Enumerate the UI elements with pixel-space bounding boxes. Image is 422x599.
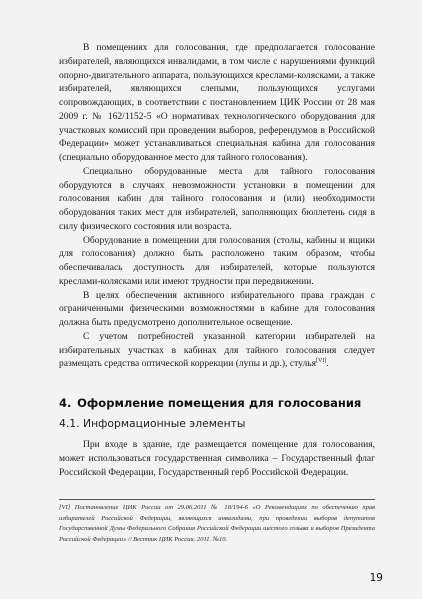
paragraph-lighting: В целях обеспечения активного избирательного права граждан с ограниченными физическими возможностями в кабине для голосования должна быть предусмотрено дополнительное освещение. xyxy=(59,289,375,328)
intro-text xyxy=(59,438,375,480)
section-heading: 4. Оформление помещения для голосования xyxy=(59,396,362,410)
paragraph-optical-aids: С учетом потребностей указанной категории избирателей на избирательных участках в кабинах для тайного голосования следует размещать средства оптической коррекции (лупы и др.), стулья[VI]. xyxy=(59,330,375,370)
paragraph-state-symbols: При входе в здание, где размещается помещение для голосования, может использоваться государственная символика – Государственный флаг Российской Федерации, Государственный герб Российской Федерации. xyxy=(59,439,375,478)
paragraph-special-places: Специально оборудованные места для тайного голосования оборудуются в случаях невозможности установки в помещении для голосования кабин для тайного голосования и (или) необходимости оборудования таких мест для избирателей, заполняющих бюллетень сидя в силу физического состояния или возраста. xyxy=(59,165,375,232)
footnote-reference[interactable]: [VI] xyxy=(315,358,327,365)
footnote: [VI] Постановление ЦИК России от 29.06.2011 № 18/194-6 «О Рекомендациях по обеспечению прав избирателей Российской Федерации, являющихся инвалидами, при проведении выборов депутатов Государственной Думы Федерального Собрания Российской Федерации шестого созыва и выборов Президента Российской Федерации» // Вестник ЦИК России. 2011. №10. xyxy=(59,504,375,543)
paragraph-special-booth: В помещениях для голосования, где предполагается голосование избирателей, являющихся инвалидами, в том числе с нарушениями функций опорно-двигательного аппарата, пользующихся креслами-колясками, а также избирателей, являющихся слепыми, пользующихся услугами сопровождающих, в соответствии с постановлением ЦИК России от 28 мая 2009 г. № 162/1152-5 «О нормативах технологического оборудования для участковых комиссий при проведении выборов, референдумов в Российской Федерации» может устанавливаться специальная кабина для голосования (специально оборудованное место для тайного голосования). xyxy=(59,42,375,163)
paragraph-equipment-layout: Оборудование в помещении для голосования (столы, кабины и ящики для голосования) должно быть расположено таким образом, чтобы обеспечивалась доступность для избирателей, которые пользуются креслами-колясками или имеют трудности при передвижении. xyxy=(59,234,375,287)
paragraph-optical-aids-text: С учетом потребностей указанной категории избирателей на избирательных участках в кабинах для тайного голосования следует размещать средства оптической коррекции (лупы и др.), стулья xyxy=(59,330,375,370)
page-number: 19 xyxy=(369,572,383,584)
body-text xyxy=(59,41,375,371)
subsection-heading: 4.1. Информационные элементы xyxy=(59,417,246,430)
footnote-divider xyxy=(59,499,375,500)
